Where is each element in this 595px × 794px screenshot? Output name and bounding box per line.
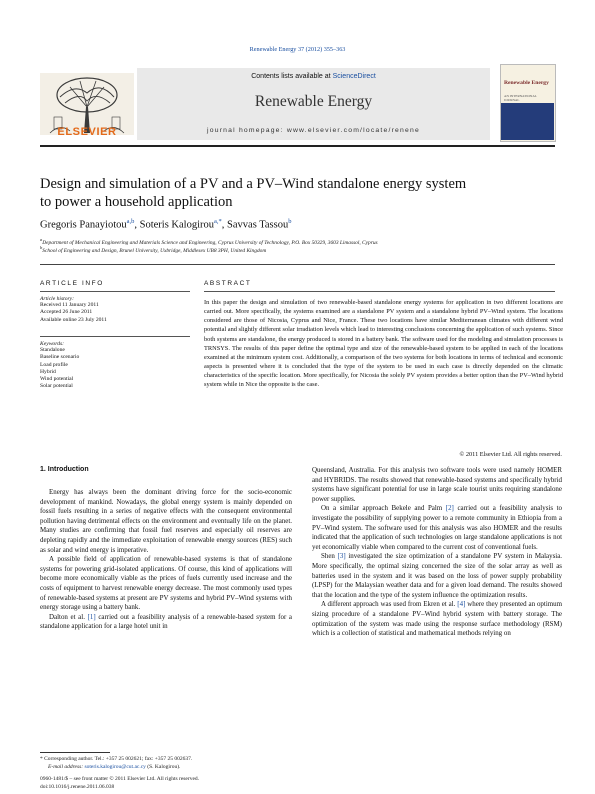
corresponding-author-note: * Corresponding author. Tel.: +357 25 002621; fax: +357 25 002637. [40,756,193,762]
info-rule [40,336,190,337]
cover-title: Renewable Energy [504,80,549,86]
issn-line: 0960-1481/$ – see front matter © 2011 Elsevier Ltd. All rights reserved. [40,776,200,782]
author-3-affil[interactable]: b [288,218,292,225]
reference-link[interactable]: [3] [337,552,346,561]
author-2-affil[interactable]: a,* [214,218,222,225]
doi-link[interactable]: doi:10.1016/j.renene.2011.06.038 [40,784,115,790]
author-3: Savvas Tassou [227,219,289,231]
keywords-block [40,341,190,391]
sciencedirect-link[interactable]: ScienceDirect [332,73,376,80]
abstract-copyright: © 2011 Elsevier Ltd. All rights reserved. [459,451,562,458]
body-column-left [40,488,292,632]
paragraph: Queensland, Australia. For this analysis two software tools were used namely HOMER and HYBRIDS. The results showed that renewable-based systems and specifically hybrid systems have significant potential for use in large scale tourist units requiring standalone power supplies. [312,466,562,503]
journal-citation[interactable]: Renewable Energy 37 (2012) 355–363 [249,46,346,53]
article-title [40,176,540,211]
info-rule [40,291,190,292]
paragraph: A possible field of application of renewable-based systems is that of standalone systems for powering grid-isolated applications. Of course, this kind of applications will become more economically viable as the prices of fuels currently used increase and the costs of equipment to harvest renewable energy decrease. The most commonly used types of renewable-based systems at present are PV systems and hybrid PV–Wind systems with energy storage using a battery bank. [40,555,292,612]
author-separator: , [134,219,138,231]
journal-title: Renewable Energy [254,93,373,110]
email-note [48,764,180,770]
reference-link[interactable]: [2] [445,504,454,513]
author-1-affil[interactable]: a,b [126,218,135,225]
body-column-right [312,466,562,639]
reference-link[interactable]: [1] [87,612,96,621]
paragraph [312,600,562,638]
keyword: Solar potential [40,383,73,390]
paragraph-text: Shen [321,552,338,561]
email-label: E-mail address: [48,764,84,770]
cover-image [501,103,554,140]
reference-link[interactable]: [4] [457,600,466,609]
history-label: Article history: [40,296,75,302]
header-rule [40,145,555,147]
journal-homepage[interactable]: journal homepage: www.elsevier.com/locate/renene [207,127,420,134]
keywords-label: Keywords: [40,341,65,347]
keyword: Hybrid [40,368,56,375]
paragraph-text: investigated the size optimization of a standalone PV system in Malaysia. More specifically, the optimal sizing concerned the size of the solar array as well as batteries used in the system and it was based on the loss of power supply probability (LPSP) for the Malaysian weather data and for a given load demand. The results showed that the location and the type of the system influence the optimization results. [312,552,563,599]
divider [40,264,555,265]
section-heading: 1. Introduction [40,466,89,473]
paragraph-text: A different approach was used from Ekren et al. [321,600,458,609]
cover-subtitle: AN INTERNATIONAL JOURNAL [504,94,537,102]
article-info-heading: ARTICLE INFO [40,280,104,287]
keyword: Baseline scenario [40,354,80,361]
abstract-heading: ABSTRACT [204,280,252,287]
author-2: Soteris Kalogirou [139,219,215,231]
paragraph-text: carried out a feasibility analysis to investigate the possibility of supplying power to a remote community in Ethiopia from a PV–Wind system. The software used for this analysis was also HOMER and the results indicated that the application of such technologies on large standalone applications is not yet economically viable when compared to the current cost of conventional fuels. [312,504,562,551]
contents-line [137,73,490,80]
online-date: Available online 23 July 2011 [40,316,107,323]
footnote-rule [40,752,110,753]
keyword: Wind potential [40,376,74,383]
paragraph-text: where they presented an optimum sizing procedure of a standalone PV–Wind hybrid system with battery storage. The optimization of the system was made using the response surface methodology (RSM) which is a collection of statistical and mathematical methods relying on [312,600,563,638]
abstract-rule [204,291,555,292]
author-separator: , [221,219,225,231]
title-line-2: to power a household application [40,193,233,210]
title-line-1: Design and simulation of a PV and a PV–Wind standalone energy system [40,176,467,192]
email-link[interactable]: soteris.kalogirou@cut.ac.cy [84,764,146,770]
received-date: Received 11 January 2011 [40,302,99,308]
affiliation-b-text: School of Engineering and Design, Brunel University, Uxbridge, Middlesex UB8 3PH, United Kingdom [42,247,267,254]
email-suffix: (S. Kalogirou). [147,764,181,770]
abstract-text: In this paper the design and simulation of two renewable-based standalone energy systems for application in two different locations are carried out. More specifically, the systems examined are a standalone PV system and a standalone hybrid PV–Wind system. The locations considered are those of Nicosia, Cyprus and Nice, France. These two locations have similar Mediterranean climates with different wind potential and slightly different solar irradiation levels which lead to interesting conclusions concerning the application of such systems. Since both systems are standalone, the energy produced is stored in a battery bank. The software used for the modeling and simulation processes is TRNSYS. The results of this paper define the optimal type and size of the renewable-based system to be applied in each of the locations examined at the minimum system cost. Additionally, a comparison of the two systems for both locations in terms of technical and economic aspects is presented where it is concluded that the type of the system to be used in each case is directly depended on the climatic characteristics of the specific location. More specifically, for Nicosia the solely PV system provides a better option than the PV–Wind hybrid system while in Nice the opposite is the case. [204,299,563,389]
elsevier-wordmark: ELSEVIER [57,126,117,138]
paragraph-text: Dalton et al. [49,612,88,621]
affiliation-a-text: Department of Mechanical Engineering and Materials Science and Engineering, Cyprus University of Technology, P.O. Box 50329, 3603 Limassol, Cyprus [42,239,378,246]
paragraph [40,613,292,632]
affiliation-b [40,245,266,254]
keyword: Standalone [40,347,65,353]
accepted-date: Accepted 26 June 2011 [40,309,93,316]
author-list [40,218,291,231]
paragraph [312,552,562,600]
affiliation-a-mark: a [40,237,43,242]
keyword: Load profile [40,361,68,368]
article-history [40,296,190,324]
affiliation-b-mark: b [40,245,43,250]
paragraph-text: On a similar approach Bekele and Palm [321,504,446,513]
paragraph [312,504,562,552]
paragraph: Energy has always been the dominant driving force for the socio-economic development of mankind. Nowadays, the global energy system is mainly depended on fossil fuels resulting in a series of negative effects with the consequent environmental pollution having detrimental effects on the environment and eventually life on the planet. Many studies are confirming that fossil fuel reserves and especially oil reserves are depleting rapidly and the immediate exploitation of renewable energy sources (RES) such as solar and wind energy is imperative. [40,488,292,554]
paragraph-text: carried out a feasibility analysis of a renewable-based system for a standalone application for a large hotel unit in [40,612,292,631]
author-1: Gregoris Panayiotou [40,219,127,231]
contents-prefix: Contents lists available at [251,73,331,80]
